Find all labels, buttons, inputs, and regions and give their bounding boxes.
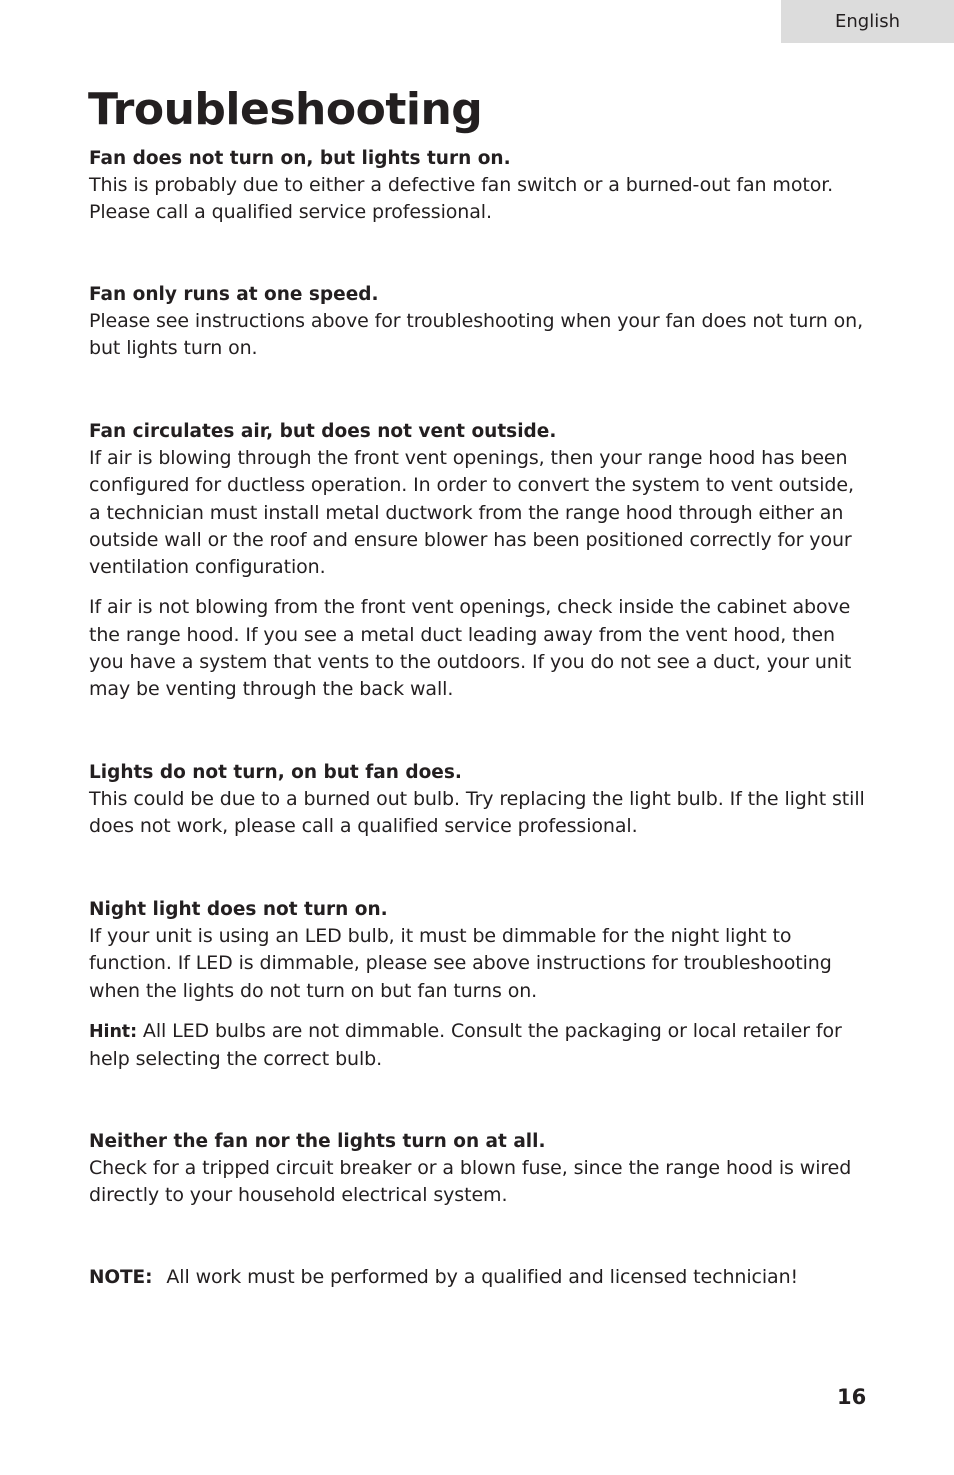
section-paragraph: Please see instructions above for troubleshooting when your fan does not turn on, but lights turn on. xyxy=(89,310,864,360)
section-paragraph: This could be due to a burned out bulb. Try replacing the light bulb. If the light still does not work, please call a qualified service professional. xyxy=(89,788,865,838)
troubleshoot-section-lights-off xyxy=(89,759,869,841)
hint-paragraph xyxy=(89,1018,869,1074)
section-paragraph: Check for a tripped circuit breaker or a blown fuse, since the range hood is wired directly to your household electrical system. xyxy=(89,1157,852,1207)
section-paragraph: If air is blowing through the front vent openings, then your range hood has been configured for ductless operation. In order to convert the system to vent outside, a technician must install metal ductwork from the range hood through either an outside wall or the roof and ensure blower has been positioned correctly for your ventilation configuration. xyxy=(89,447,854,579)
language-tab: English xyxy=(781,0,954,43)
troubleshoot-section-nothing-on xyxy=(89,1128,869,1210)
section-heading: Neither the fan nor the lights turn on at all. xyxy=(89,1131,546,1152)
hint-text: All LED bulbs are not dimmable. Consult the packaging or local retailer for help selecting the correct bulb. xyxy=(89,1019,842,1071)
troubleshoot-section-no-vent xyxy=(89,418,869,704)
section-paragraph: If air is not blowing from the front vent openings, check inside the cabinet above the range hood. If you see a metal duct leading away from the vent hood, then you have a system that vents to the outdoors. If you do not see a duct, your unit may be venting through the back wall. xyxy=(89,596,852,701)
page-number: 16 xyxy=(837,1385,867,1409)
troubleshoot-section-fan-off xyxy=(89,145,869,227)
section-paragraph: If your unit is using an LED bulb, it must be dimmable for the night light to function. If LED is dimmable, please see above instructions for troubleshooting when the lights do not turn on but fan turns on. xyxy=(89,925,832,1002)
section-heading: Lights do not turn, on but fan does. xyxy=(89,762,462,783)
troubleshoot-section-night-light xyxy=(89,896,869,1073)
section-heading: Fan only runs at one speed. xyxy=(89,284,379,305)
note-paragraph xyxy=(89,1264,869,1291)
hint-label: Hint: xyxy=(89,1021,137,1042)
note-label: NOTE: xyxy=(89,1267,153,1288)
section-paragraph: This is probably due to either a defective fan switch or a burned-out fan motor. Please call a qualified service professional. xyxy=(89,174,834,224)
page-title: Troubleshooting xyxy=(88,84,483,135)
section-heading: Fan circulates air, but does not vent outside. xyxy=(89,421,557,442)
troubleshoot-section-one-speed xyxy=(89,281,869,363)
note-block xyxy=(89,1264,869,1291)
section-heading: Night light does not turn on. xyxy=(89,899,388,920)
section-heading: Fan does not turn on, but lights turn on. xyxy=(89,148,511,169)
note-text: All work must be performed by a qualified and licensed technician! xyxy=(166,1266,799,1288)
